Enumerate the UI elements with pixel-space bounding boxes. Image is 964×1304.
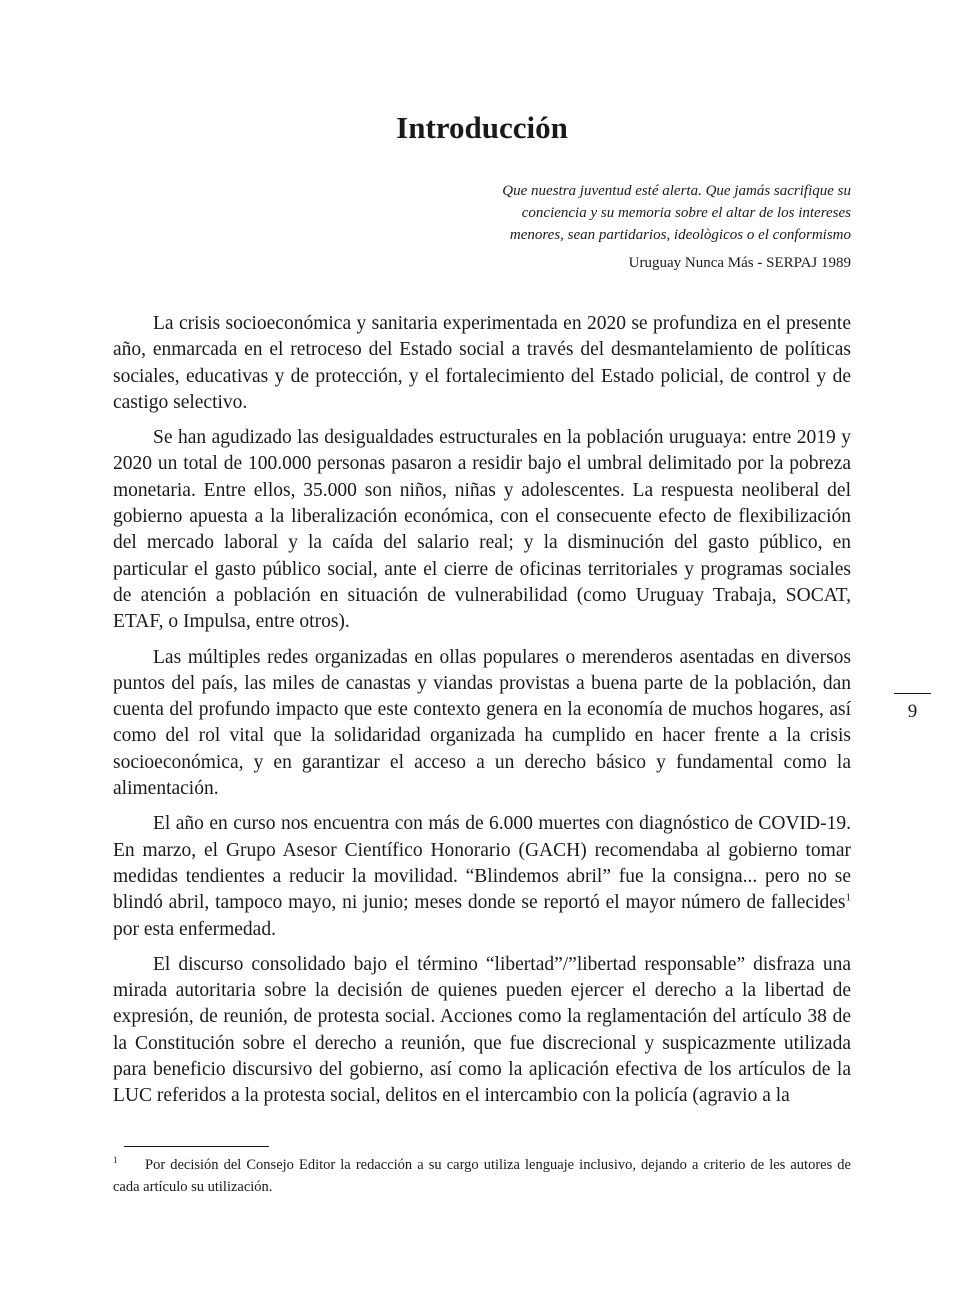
epigraph-quote-line: menores, sean partidarios, ideològicos o el conformismo xyxy=(509,227,851,243)
page-number: 9 xyxy=(907,701,918,722)
epigraph-quote-line: conciencia y su memoria sobre el altar de los intereses xyxy=(521,205,851,221)
paragraph-text: El año en curso nos encuentra con más de 6.000 muertes con diagnóstico de COVID-19. En marzo, el Grupo Asesor Científico Honorario (GACH) recomendaba al gobierno tomar medidas tendientes a reducir la movilidad. “Blindemos abril” fue la consigna... pero no se blindó abril, tampoco mayo, ni junio; meses donde se reportó el mayor número de fallecides xyxy=(113,813,851,914)
footnote: 1 Por decisión del Consejo Editor la redacción a su cargo utiliza lenguaje inclusivo, dejando a criterio de les autores de cada artículo su utilización. xyxy=(113,1155,851,1195)
page-number-rule xyxy=(894,693,931,694)
paragraph: El discurso consolidado bajo el término “libertad”/”libertad responsable” disfraza una mirada autoritaria sobre la decisión de quienes pueden ejercer el derecho a la libertad de expresión, de reunión, de protesta social. Acciones como la reglamentación del artículo 38 de la Constitución sobre el derecho a reunión, que fue discrecional y suspicazmente utilizada para beneficio discursivo del gobierno, así como la aplicación efectiva de los artículos de la LUC referidos a la protesta social, delitos en el intercambio con la policía (agravio a la xyxy=(113,953,851,1107)
footnote-text: Por decisión del Consejo Editor la redacción a su cargo utiliza lenguaje inclusivo, dejando a criterio de les autores de cada artículo su utilización. xyxy=(113,1157,851,1195)
paragraph-text: por esta enfermedad. xyxy=(113,918,276,940)
paragraph xyxy=(113,811,851,942)
footnote-reference: 1 xyxy=(845,891,851,904)
paragraph: La crisis socioeconómica y sanitaria experimentada en 2020 se profundiza en el presente año, enmarcada en el retroceso del Estado social a través del desmantelamiento de políticas sociales, educativas y de protección, y el fortalecimiento del Estado policial, de control y de castigo selectivo. xyxy=(113,313,851,413)
footnote-divider xyxy=(124,1146,269,1147)
epigraph xyxy=(391,180,851,274)
epigraph-quote xyxy=(391,180,851,246)
page-title: Introducción xyxy=(396,110,568,145)
body-text xyxy=(113,311,851,1119)
paragraph: Las múltiples redes organizadas en ollas populares o merenderos asentadas en diversos puntos del país, las miles de canastas y viandas provistas a buena parte de la población, dan cuenta del profundo impacto que este contexto genera en la economía de muchos hogares, así como del rol vital que la solidaridad organizada ha cumplido en hacer frente a la crisis socioeconómica, y en garantizar el acceso a un derecho básico y fundamental como la alimentación. xyxy=(113,646,851,800)
epigraph-source: Uruguay Nunca Más - SERPAJ 1989 xyxy=(628,255,851,271)
epigraph-quote-line: Que nuestra juventud esté alerta. Que jamás sacrifique su xyxy=(502,183,851,199)
paragraph: Se han agudizado las desigualdades estructurales en la población uruguaya: entre 2019 y 2020 un total de 100.000 personas pasaron a residir bajo el umbral delimitado por la pobreza monetaria. Entre ellos, 35.000 son niños, niñas y adolescentes. La respuesta neoliberal del gobierno apuesta a la liberalización económica, con el consecuente efecto de flexibilización del mercado laboral y la caída del salario real; y la disminución del gasto público, en particular el gasto público social, ante el cierre de oficinas territoriales y programas sociales de atención a población en situación de vulnerabilidad (como Uruguay Trabaja, SOCAT, ETAF, o Impulsa, entre otros). xyxy=(113,427,851,633)
